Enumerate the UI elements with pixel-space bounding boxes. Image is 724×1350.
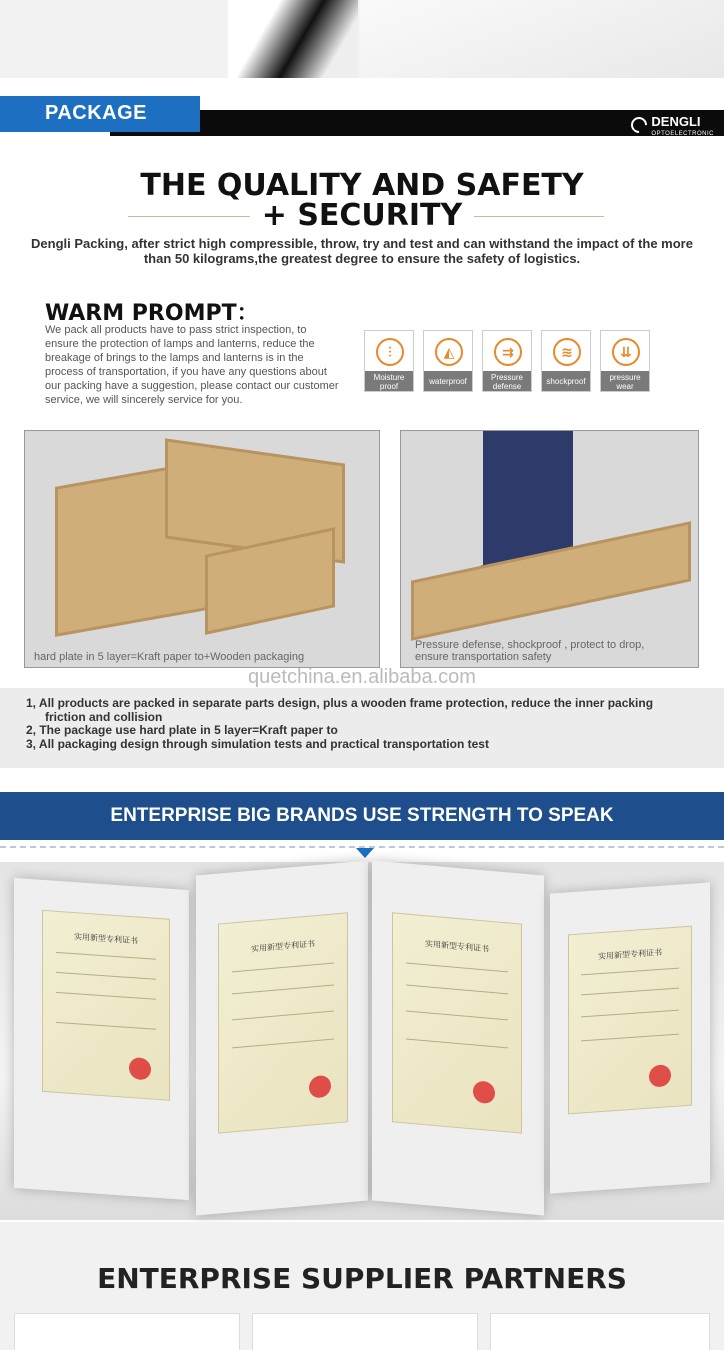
cert-line <box>406 1038 508 1048</box>
feature-label: waterproof <box>424 371 472 391</box>
warm-prompt-text: We pack all products have to pass strict inspection, to ensure the protection of lamps and lanterns, reduce the breakage of brings to the lamps and lanterns is in the process of transportation, if you have any questions about our packing have a suggestion, please contact our customer service, we will sincerely service for you. <box>45 324 339 406</box>
feature-label: shockproof <box>542 371 590 391</box>
watermark: quetchina.en.alibaba.com <box>248 666 476 688</box>
cert-line <box>581 968 679 976</box>
seal-icon <box>129 1057 151 1081</box>
enterprise-brands-title: ENTERPRISE BIG BRANDS USE STRENGTH TO SPEAK <box>0 792 724 840</box>
partner-logo-card <box>490 1313 710 1350</box>
cert-line <box>56 992 157 1000</box>
cert-line <box>232 1038 334 1048</box>
note-item: 3, All packaging design through simulation tests and practical transportation test <box>26 736 489 751</box>
cert-line <box>56 972 157 980</box>
feature-label: Pressure defense <box>483 371 531 391</box>
certificate <box>392 912 522 1133</box>
cert-line <box>406 1010 508 1020</box>
pressure-wear-icon: ⇊ <box>612 338 640 366</box>
certificate-title: 实用新型专利证书 <box>598 947 662 962</box>
certificate <box>42 910 170 1101</box>
seal-icon <box>473 1080 495 1104</box>
certificate <box>218 912 348 1133</box>
certificate-panel <box>550 882 710 1193</box>
pressure-defense-icon: ⇉ <box>494 338 522 366</box>
feature-label: Moisture proof <box>365 371 413 391</box>
note-item: 1, All products are packed in separate parts design, plus a wooden frame protection, reduce the inner packing friction and collision <box>26 696 654 724</box>
shockproof-icon: ≋ <box>553 338 581 366</box>
brand-sub: OPTOELECTRONIC <box>651 131 714 137</box>
waterproof-icon: ◭ <box>435 338 463 366</box>
feature-waterproof <box>423 330 473 392</box>
quality-title-line1: THE QUALITY AND SAFETY <box>140 168 584 203</box>
top-banner-image <box>0 0 724 78</box>
cert-line <box>56 1022 157 1030</box>
note-item: 2, The package use hard plate in 5 layer=Kraft paper to <box>26 723 338 737</box>
feature-moisture <box>364 330 414 392</box>
supplier-partners-title: ENTERPRISE SUPPLIER PARTNERS <box>97 1262 627 1295</box>
product-image-dark <box>228 0 358 78</box>
feature-shockproof <box>541 330 591 392</box>
cert-line <box>581 1034 679 1042</box>
warm-prompt-title: WARM PROMPT： <box>45 301 259 326</box>
certificate-title: 实用新型专利证书 <box>74 932 138 946</box>
product-image-light <box>360 0 724 78</box>
cert-line <box>581 988 679 996</box>
moisture-icon: ⫶ <box>376 338 404 366</box>
package-label: PACKAGE <box>0 96 200 132</box>
cert-line <box>232 1010 334 1020</box>
photo-caption-left: hard plate in 5 layer=Kraft paper to+Wooden packaging <box>34 651 305 663</box>
dengli-logo-icon <box>628 114 651 137</box>
chevron-down-icon <box>356 848 374 858</box>
feature-pressure-defense <box>482 330 532 392</box>
standing-on-crate-photo <box>400 430 699 668</box>
certificate-title: 实用新型专利证书 <box>251 939 315 954</box>
certificate-title: 实用新型专利证书 <box>425 939 489 954</box>
certificate-panel <box>196 860 368 1215</box>
certificate-panel <box>14 878 189 1200</box>
wooden-crates-photo <box>24 430 380 668</box>
cert-line <box>406 962 508 972</box>
brand-name: DENGLI <box>651 114 701 129</box>
photo-caption-right: Pressure defense, shockproof , protect to drop, ensure transportation safety <box>415 639 645 663</box>
seal-icon <box>309 1075 331 1099</box>
certificate-panel <box>372 860 544 1215</box>
cert-line <box>406 984 508 994</box>
partner-logo-card <box>252 1313 478 1350</box>
brand-logo <box>631 113 714 137</box>
package-header-bar <box>0 96 724 136</box>
feature-label: pressure wear <box>601 371 649 391</box>
cert-line <box>232 962 334 972</box>
cert-line <box>581 1010 679 1018</box>
partner-logo-card <box>14 1313 240 1350</box>
feature-pressure-wear <box>600 330 650 392</box>
certificate-gallery <box>0 862 724 1220</box>
cert-line <box>232 984 334 994</box>
feature-icons <box>364 330 650 392</box>
cert-line <box>56 952 157 960</box>
quality-title-line2: + SECURITY <box>261 198 463 233</box>
seal-icon <box>649 1064 671 1088</box>
quality-intro: Dengli Packing, after strict high compressible, throw, try and test and can withstand the impact of the more than 50 kilograms,the greatest degree to ensure the safety of logistics. <box>31 236 693 266</box>
package-notes <box>0 688 724 768</box>
certificate <box>568 926 692 1115</box>
